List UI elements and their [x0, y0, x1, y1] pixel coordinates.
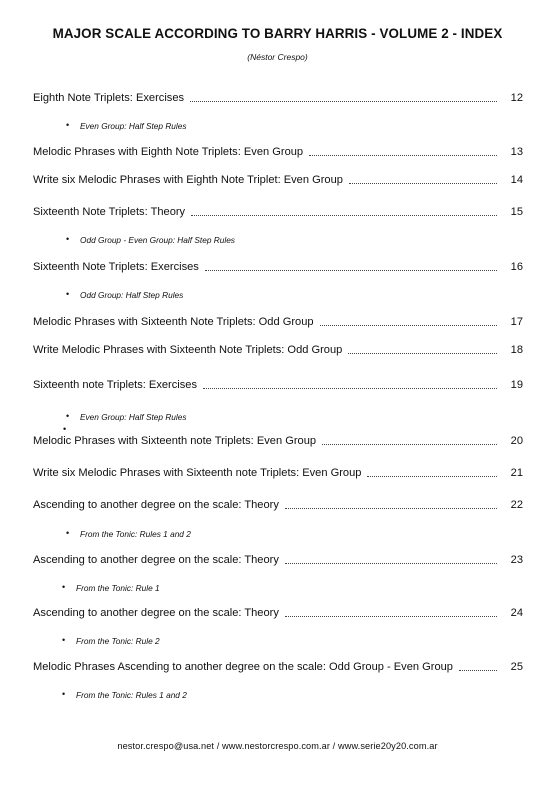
toc-subentry: • From the Tonic: Rule 2: [76, 636, 160, 646]
toc-entry-label: Melodic Phrases with Eighth Note Triplets: Even Group: [33, 146, 304, 158]
toc-entry-page: 14: [510, 174, 523, 186]
toc-subentry: • From the Tonic: Rules 1 and 2: [80, 529, 191, 539]
dot-leader: [205, 270, 497, 271]
toc-entry[interactable]: [33, 90, 523, 106]
toc-entry-page: 25: [510, 661, 523, 673]
dot-leader: [285, 616, 497, 617]
toc-entry-label: Ascending to another degree on the scale: Theory: [33, 499, 279, 511]
dot-leader: [322, 444, 497, 445]
dot-leader: [320, 325, 497, 326]
dot-leader: [203, 388, 497, 389]
toc-subentry: • From the Tonic: Rules 1 and 2: [76, 690, 187, 700]
toc-entry[interactable]: [33, 377, 523, 393]
toc-entry-label: Sixteenth Note Triplets: Theory: [33, 206, 186, 218]
dot-leader: [285, 508, 497, 509]
dot-leader: [348, 353, 497, 354]
toc-entry-label: Eighth Note Triplets: Exercises: [33, 92, 185, 104]
toc-entry[interactable]: [33, 342, 523, 358]
toc-entry[interactable]: [33, 433, 523, 449]
toc-entry[interactable]: [33, 172, 523, 188]
toc-entry-label: Sixteenth note Triplets: Exercises: [33, 379, 198, 391]
author-credit: (Néstor Crespo): [247, 52, 308, 62]
footer-contact: nestor.crespo@usa.net / www.nestorcrespo.com.ar / www.serie20y20.com.ar: [117, 741, 438, 751]
dot-leader: [285, 563, 497, 564]
toc-entry-page: 15: [510, 206, 523, 218]
toc-entry-label: Write six Melodic Phrases with Sixteenth note Triplets: Even Group: [33, 467, 362, 479]
toc-entry[interactable]: [33, 314, 523, 330]
toc-entry-label: Melodic Phrases with Sixteenth note Triplets: Even Group: [33, 435, 317, 447]
toc-entry-page: 22: [510, 499, 523, 511]
toc-entry-label: Ascending to another degree on the scale: Theory: [33, 554, 279, 566]
toc-entry-page: 23: [510, 554, 523, 566]
bullet-mark: •: [63, 424, 67, 434]
toc-entry[interactable]: [33, 552, 523, 568]
toc-subentry: • From the Tonic: Rule 1: [76, 583, 160, 593]
toc-entry[interactable]: [33, 144, 523, 160]
toc-entry-page: 24: [510, 607, 523, 619]
dot-leader: [190, 101, 497, 102]
page-title: MAJOR SCALE ACCORDING TO BARRY HARRIS - VOLUME 2 - INDEX: [52, 26, 503, 41]
toc-entry[interactable]: [33, 465, 523, 481]
toc-entry-page: 20: [510, 435, 523, 447]
toc-entry-label: Write Melodic Phrases with Sixteenth Note Triplets: Odd Group: [33, 344, 343, 356]
dot-leader: [459, 670, 497, 671]
toc-entry[interactable]: [33, 497, 523, 513]
toc-entry[interactable]: [33, 659, 523, 675]
toc-entry[interactable]: [33, 259, 523, 275]
toc-subentry: • Odd Group: Half Step Rules: [80, 290, 183, 300]
toc-entry-page: 12: [510, 92, 523, 104]
toc-entry-page: 13: [510, 146, 523, 158]
dot-leader: [349, 183, 497, 184]
dot-leader: [191, 215, 497, 216]
toc-subentry: • Even Group: Half Step Rules: [80, 121, 187, 131]
toc-subentry: • Odd Group - Even Group: Half Step Rules: [80, 235, 235, 245]
dot-leader: [367, 476, 497, 477]
toc-entry-label: Melodic Phrases Ascending to another degree on the scale: Odd Group - Even Group: [33, 661, 453, 673]
toc-entry[interactable]: [33, 605, 523, 621]
toc-entry-page: 16: [510, 261, 523, 273]
toc-entry-page: 17: [510, 316, 523, 328]
toc-entry-label: Write six Melodic Phrases with Eighth Note Triplet: Even Group: [33, 174, 343, 186]
toc-entry-label: Sixteenth Note Triplets: Exercises: [33, 261, 199, 273]
toc-subentry: • Even Group: Half Step Rules: [80, 412, 187, 422]
toc-entry-page: 18: [510, 344, 523, 356]
toc-entry-page: 21: [510, 467, 523, 479]
toc-entry-label: Melodic Phrases with Sixteenth Note Triplets: Odd Group: [33, 316, 314, 328]
toc-entry[interactable]: [33, 204, 523, 220]
dot-leader: [309, 155, 497, 156]
toc-entry-label: Ascending to another degree on the scale: Theory: [33, 607, 279, 619]
toc-entry-page: 19: [510, 379, 523, 391]
